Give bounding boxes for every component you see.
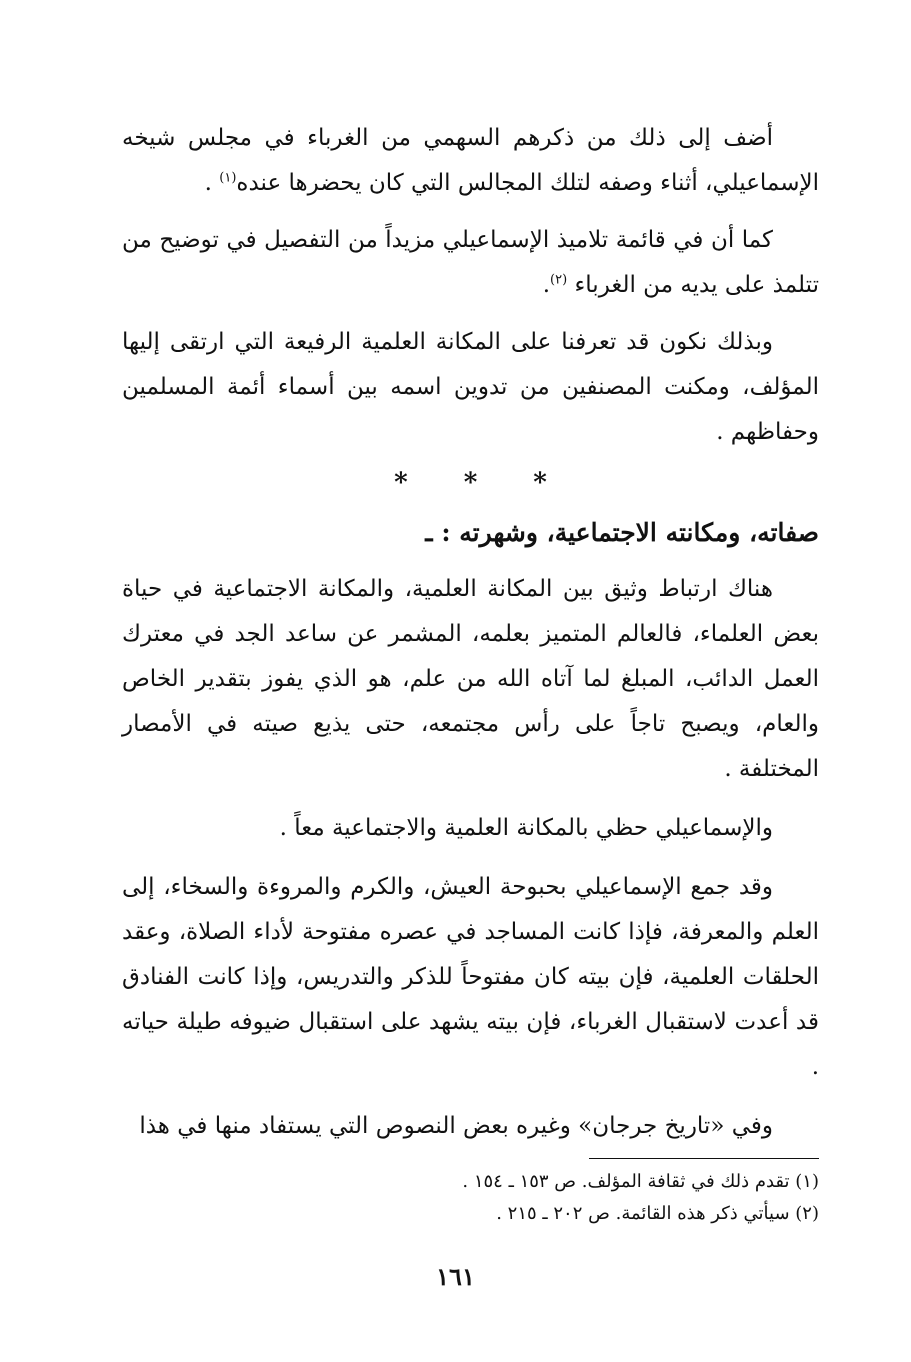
footnote-ref-2: (٢) <box>550 272 568 288</box>
paragraph-2 <box>122 218 819 308</box>
footnotes <box>122 1166 819 1230</box>
section-paragraph-4: وفي «تاريخ جرجان» وغيره بعض النصوص التي يستفاد منها في هذا <box>139 1113 773 1139</box>
separator-star: * <box>463 468 478 498</box>
paragraph-1-tail: . <box>204 170 220 196</box>
paragraph-3-text: وبذلك نكون قد تعرفنا على المكانة العلمية الرفيعة التي ارتقى إليها المؤلف، ومكنت المصنفين من تدوين اسمه بين أسماء أئمة المسلمين وحفاظهم . <box>122 329 819 445</box>
section-paragraph-2: والإسماعيلي حظي بالمكانة العلمية والاجتماعية معاً . <box>279 815 773 841</box>
section-separator <box>122 463 819 503</box>
paragraph-3 <box>122 320 819 455</box>
footnote-ref-1: (١) <box>219 170 237 186</box>
section-paragraph-3: وقد جمع الإسماعيلي بحبوحة العيش، والكرم والمروءة والسخاء، إلى العلم والمعرفة، فإذا كانت المساجد في عصره مفتوحة لأداء الصلاة، وعقد الحلقات العلمية، فإن بيته كان مفتوحاً للذكر والتدريس، وإذا كانت الفنادق قد أعدت لاستقبال الغرباء، فإن بيته يشهد على استقبال ضيوفه طيلة حياته . <box>122 874 819 1080</box>
section-paragraph-1: هناك ارتباط وثيق بين المكانة العلمية، والمكانة الاجتماعية في حياة بعض العلماء، فالعالم المتميز بعلمه، المشمر عن ساعد الجد في معترك العمل الدائب، المبلغ لما آتاه الله من علم، هو الذي يفوز بتقدير الخاص والعام، ويصبح تاجاً على رأس مجتمعه، حتى يذيع صيته في الأمصار المختلفة . <box>122 576 819 782</box>
paragraph-2-tail: . <box>542 272 551 298</box>
page-number: ١٦١ <box>436 1262 475 1291</box>
separator-star: * <box>394 468 408 498</box>
footnote-1: (١) تقدم ذلك في ثقافة المؤلف. ص ١٥٣ ـ ١٥٤ . <box>462 1171 819 1192</box>
paragraph-1-text: أضف إلى ذلك من ذكرهم السهمي من الغرباء في مجلس شيخه الإسماعيلي، أثناء وصفه لتلك المجالس التي كان يحضرها عنده <box>122 125 819 196</box>
footnote-2: (٢) سيأتي ذكر هذه القائمة. ص ٢٠٢ ـ ٢١٥ . <box>496 1203 819 1224</box>
separator-star: * <box>533 468 547 498</box>
paragraph-1 <box>122 116 819 206</box>
footnote-divider <box>589 1158 819 1159</box>
paragraph-2-text: كما أن في قائمة تلاميذ الإسماعيلي مزيداً من التفصيل في توضيح من تتلمذ على يديه من الغرباء <box>122 227 819 298</box>
section-heading: صفاته، ومكانته الاجتماعية، وشهرته : ـ <box>425 518 819 547</box>
